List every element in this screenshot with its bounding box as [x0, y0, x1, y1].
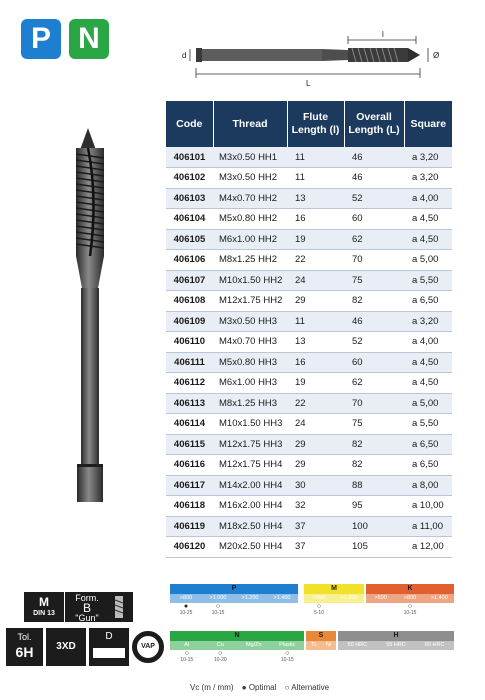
table-row [166, 250, 452, 271]
material-grade: 55 HRC [386, 642, 406, 648]
form-box [65, 592, 133, 622]
cutting-speed: 10-15 [403, 610, 417, 616]
material-header-k: K [366, 584, 454, 594]
material-grade: Cu [216, 642, 224, 648]
material-group-h [338, 631, 454, 664]
flute-length-cell: 13 [287, 188, 344, 209]
table-row [166, 188, 452, 209]
code-cell: 406109 [166, 311, 213, 332]
code-cell: 406116 [166, 455, 213, 476]
code-cell: 406104 [166, 209, 213, 230]
material-header-n: N [170, 631, 304, 641]
code-cell: 406105 [166, 229, 213, 250]
square-cell: a 5,00 [404, 250, 452, 271]
thread-cell: M8x1.25 HH3 [213, 393, 287, 414]
square-cell: a 4,50 [404, 373, 452, 394]
code-cell: 406120 [166, 537, 213, 558]
square-cell: a 12,00 [404, 537, 452, 558]
suitability-mark: ○ [316, 603, 322, 610]
overall-length-cell: 60 [344, 352, 404, 373]
material-value [304, 603, 334, 617]
vap-coating-badge: VAP [132, 631, 164, 663]
thread-cell: M4x0.70 HH3 [213, 332, 287, 353]
material-values-n [170, 650, 304, 664]
flute-length-cell: 13 [287, 332, 344, 353]
thread-cell: M12x1.75 HH3 [213, 434, 287, 455]
overall-length-cell: 60 [344, 209, 404, 230]
material-value [202, 603, 234, 617]
suitability-mark: ○ [184, 650, 189, 657]
tolerance-label: Tol. [17, 632, 32, 642]
material-values-m [304, 603, 364, 617]
table-row [166, 168, 452, 189]
table-row [166, 373, 452, 394]
overall-length-cell: 46 [344, 147, 404, 168]
code-cell: 406103 [166, 188, 213, 209]
material-value [204, 650, 238, 664]
suitability-mark: ○ [407, 603, 413, 610]
table-row [166, 270, 452, 291]
table-row [166, 229, 452, 250]
overall-length-cell: 52 [344, 332, 404, 353]
header-code: Code [166, 101, 213, 147]
thread-cell: M5x0.80 HH3 [213, 352, 287, 373]
flute-length-cell: 22 [287, 393, 344, 414]
code-cell: 406113 [166, 393, 213, 414]
diameter-box [89, 628, 129, 666]
table-row [166, 332, 452, 353]
material-badge-p: P [21, 19, 61, 59]
material-group-n [170, 631, 304, 664]
cutting-speed: 10-15 [180, 657, 194, 663]
material-values-h [338, 650, 454, 664]
material-value [266, 603, 298, 617]
l-label: l [382, 30, 384, 39]
material-grade: >800 [179, 595, 193, 601]
square-cell: a 6,50 [404, 434, 452, 455]
legend-alternative: ○ Alternative [284, 683, 330, 692]
code-cell: 406108 [166, 291, 213, 312]
material-header-s: S [306, 631, 336, 641]
overall-length-cell: 46 [344, 168, 404, 189]
flute-length-cell: 19 [287, 229, 344, 250]
table-row [166, 434, 452, 455]
material-grade: >500 [374, 595, 387, 601]
form-text [69, 594, 105, 623]
depth-box: 3XD [46, 628, 86, 666]
material-value [271, 650, 305, 664]
overall-length-cell: 75 [344, 414, 404, 435]
table-body [166, 147, 452, 557]
material-grade: Mg/Zn [245, 642, 262, 648]
code-cell: 406118 [166, 496, 213, 517]
din-label: DIN 13 [33, 610, 55, 617]
material-grade: Al [184, 642, 190, 648]
material-grade: >1.000 [209, 595, 227, 601]
material-values-s [306, 650, 336, 664]
overall-length-cell: 62 [344, 373, 404, 394]
table-row [166, 455, 452, 476]
flute-length-cell: 29 [287, 455, 344, 476]
L-label: L [306, 79, 311, 88]
suitability-mark: ○ [285, 650, 290, 657]
header-thread: Thread [213, 101, 287, 147]
code-cell: 406112 [166, 373, 213, 394]
material-header-h: H [338, 631, 454, 641]
material-value [237, 650, 271, 664]
table-row [166, 516, 452, 537]
form-gun: "Gun" [75, 613, 99, 623]
flute-length-cell: 16 [287, 209, 344, 230]
material-grade: 50 HRC [347, 642, 368, 648]
code-cell: 406106 [166, 250, 213, 271]
overall-length-cell: 70 [344, 393, 404, 414]
material-grade: >1.200 [340, 595, 358, 601]
material-group-s [306, 631, 336, 664]
square-cell: a 5,00 [404, 393, 452, 414]
square-cell: a 6,50 [404, 291, 452, 312]
material-value [415, 650, 454, 664]
code-cell: 406111 [166, 352, 213, 373]
thread-cell: M20x2.50 HH4 [213, 537, 287, 558]
code-cell: 406110 [166, 332, 213, 353]
material-grade: >950 [312, 595, 326, 601]
thread-cell: M3x0.50 HH1 [213, 147, 287, 168]
overall-length-cell: 82 [344, 455, 404, 476]
thread-cell: M10x1.50 HH2 [213, 270, 287, 291]
code-cell: 406101 [166, 147, 213, 168]
table-row [166, 496, 452, 517]
square-cell: a 4,50 [404, 229, 452, 250]
cutting-speed: 10-15 [211, 610, 225, 616]
thread-cell: M6x1.00 HH2 [213, 229, 287, 250]
overall-length-cell: 105 [344, 537, 404, 558]
square-cell: a 5,50 [404, 414, 452, 435]
square-cell: a 4,00 [404, 332, 452, 353]
material-group-p [170, 584, 298, 617]
material-value [334, 603, 364, 617]
suitability-mark: ○ [218, 650, 223, 657]
flute-length-cell: 19 [287, 373, 344, 394]
thread-cell: M12x1.75 HH2 [213, 291, 287, 312]
flute-length-cell: 32 [287, 496, 344, 517]
flute-length-cell: 11 [287, 147, 344, 168]
flute-length-cell: 24 [287, 270, 344, 291]
flute-length-cell: 11 [287, 168, 344, 189]
material-grade: >1.200 [241, 595, 259, 601]
material-value [377, 650, 416, 664]
square-cell: a 4,00 [404, 188, 452, 209]
code-cell: 406102 [166, 168, 213, 189]
square-cell: a 3,20 [404, 147, 452, 168]
tap-dimension-diagram [170, 28, 450, 92]
table-row [166, 475, 452, 496]
material-grade: Ti [311, 642, 316, 648]
table-row [166, 209, 452, 230]
square-cell: a 5,50 [404, 270, 452, 291]
material-subheader-s [306, 641, 336, 650]
d-label: d [182, 51, 187, 60]
material-subheader-m [304, 594, 364, 603]
material-value [425, 603, 454, 617]
cutting-speed: 10-25 [179, 610, 193, 616]
tolerance-value: 6H [15, 644, 34, 660]
material-subheader-h [338, 641, 454, 650]
table-row [166, 291, 452, 312]
material-grade: Plastic [279, 642, 296, 648]
material-grade: >1.400 [430, 595, 448, 601]
overall-length-cell: 52 [344, 188, 404, 209]
tap-tool-image [50, 128, 130, 528]
overall-length-cell: 46 [344, 311, 404, 332]
legend-optimal: ● Optimal [241, 683, 277, 692]
thread-cell: M12x1.75 HH4 [213, 455, 287, 476]
thread-cell: M3x0.50 HH2 [213, 168, 287, 189]
material-subheader-p [170, 594, 298, 603]
flute-length-cell: 11 [287, 311, 344, 332]
material-value [170, 650, 204, 664]
overall-length-cell: 100 [344, 516, 404, 537]
thread-standard-box [24, 592, 64, 622]
material-value [234, 603, 266, 617]
flute-length-cell: 37 [287, 516, 344, 537]
overall-length-cell: 75 [344, 270, 404, 291]
square-cell: a 3,20 [404, 168, 452, 189]
suitability-mark: ● [183, 603, 189, 610]
table-header-row [166, 101, 452, 147]
material-grade: >800 [403, 595, 417, 601]
cutting-speed: 5-10 [313, 610, 324, 616]
material-value [321, 650, 336, 664]
material-grade: Ni [325, 642, 332, 648]
header-square: Square [404, 101, 452, 147]
code-cell: 406117 [166, 475, 213, 496]
overall-length-cell: 82 [344, 434, 404, 455]
cutting-speed: 10-20 [213, 657, 227, 663]
material-header-m: M [304, 584, 364, 594]
form-letter: B [82, 601, 91, 615]
cutting-speed: 10-15 [280, 657, 294, 663]
square-cell: a 4,50 [404, 352, 452, 373]
flute-length-cell: 37 [287, 537, 344, 558]
material-subheader-n [170, 641, 304, 650]
code-cell: 406107 [166, 270, 213, 291]
table-row [166, 414, 452, 435]
square-cell: a 6,50 [404, 455, 452, 476]
legend-vc: Vc (m / mm) [190, 683, 234, 692]
material-header-p: P [170, 584, 298, 594]
material-grade: >1.400 [273, 595, 291, 601]
tap-spec-table [166, 101, 452, 558]
flute-length-cell: 22 [287, 250, 344, 271]
material-values-p [170, 603, 298, 617]
table-row [166, 311, 452, 332]
code-cell: 406115 [166, 434, 213, 455]
header-flute-length: Flute Length (l) [287, 101, 344, 147]
thread-cell: M8x1.25 HH2 [213, 250, 287, 271]
square-cell: a 3,20 [404, 311, 452, 332]
flute-length-cell: 16 [287, 352, 344, 373]
overall-length-cell: 95 [344, 496, 404, 517]
material-group-m [304, 584, 364, 617]
material-group-k [366, 584, 454, 617]
suitability-mark: ○ [215, 603, 221, 610]
gun-point-icon [109, 596, 129, 618]
square-cell: a 10,00 [404, 496, 452, 517]
material-grade: 60 HRC [424, 642, 445, 648]
table-row [166, 147, 452, 168]
thread-cell: M16x2.00 HH4 [213, 496, 287, 517]
material-subheader-k [366, 594, 454, 603]
thread-cell: M18x2.50 HH4 [213, 516, 287, 537]
material-values-k [366, 603, 454, 617]
thread-cell: M5x0.80 HH2 [213, 209, 287, 230]
code-cell: 406114 [166, 414, 213, 435]
overall-length-cell: 62 [344, 229, 404, 250]
phi-label: Ø [433, 51, 440, 60]
thread-cell: M4x0.70 HH2 [213, 188, 287, 209]
table-row [166, 352, 452, 373]
material-value [395, 603, 424, 617]
overall-length-cell: 82 [344, 291, 404, 312]
thread-cell: M6x1.00 HH3 [213, 373, 287, 394]
flute-length-cell: 24 [287, 414, 344, 435]
diameter-bar [93, 648, 125, 658]
header-overall-length: Overall Length (L) [344, 101, 404, 147]
overall-length-cell: 88 [344, 475, 404, 496]
material-value [338, 650, 377, 664]
legend [190, 683, 335, 692]
flute-length-cell: 29 [287, 434, 344, 455]
material-badge-n: N [69, 19, 109, 59]
square-cell: a 8,00 [404, 475, 452, 496]
code-cell: 406119 [166, 516, 213, 537]
thread-cell: M14x2.00 HH4 [213, 475, 287, 496]
material-value [306, 650, 321, 664]
table-row [166, 393, 452, 414]
tolerance-box [6, 628, 43, 666]
overall-length-cell: 70 [344, 250, 404, 271]
square-cell: a 11,00 [404, 516, 452, 537]
metric-label: M [39, 595, 49, 609]
flute-length-cell: 30 [287, 475, 344, 496]
material-value [170, 603, 202, 617]
material-value [366, 603, 395, 617]
square-cell: a 4,50 [404, 209, 452, 230]
diameter-label: D [105, 631, 113, 642]
thread-cell: M10x1.50 HH3 [213, 414, 287, 435]
flute-length-cell: 29 [287, 291, 344, 312]
table-row [166, 537, 452, 558]
thread-cell: M3x0.50 HH3 [213, 311, 287, 332]
form-label: Form. [75, 593, 99, 603]
